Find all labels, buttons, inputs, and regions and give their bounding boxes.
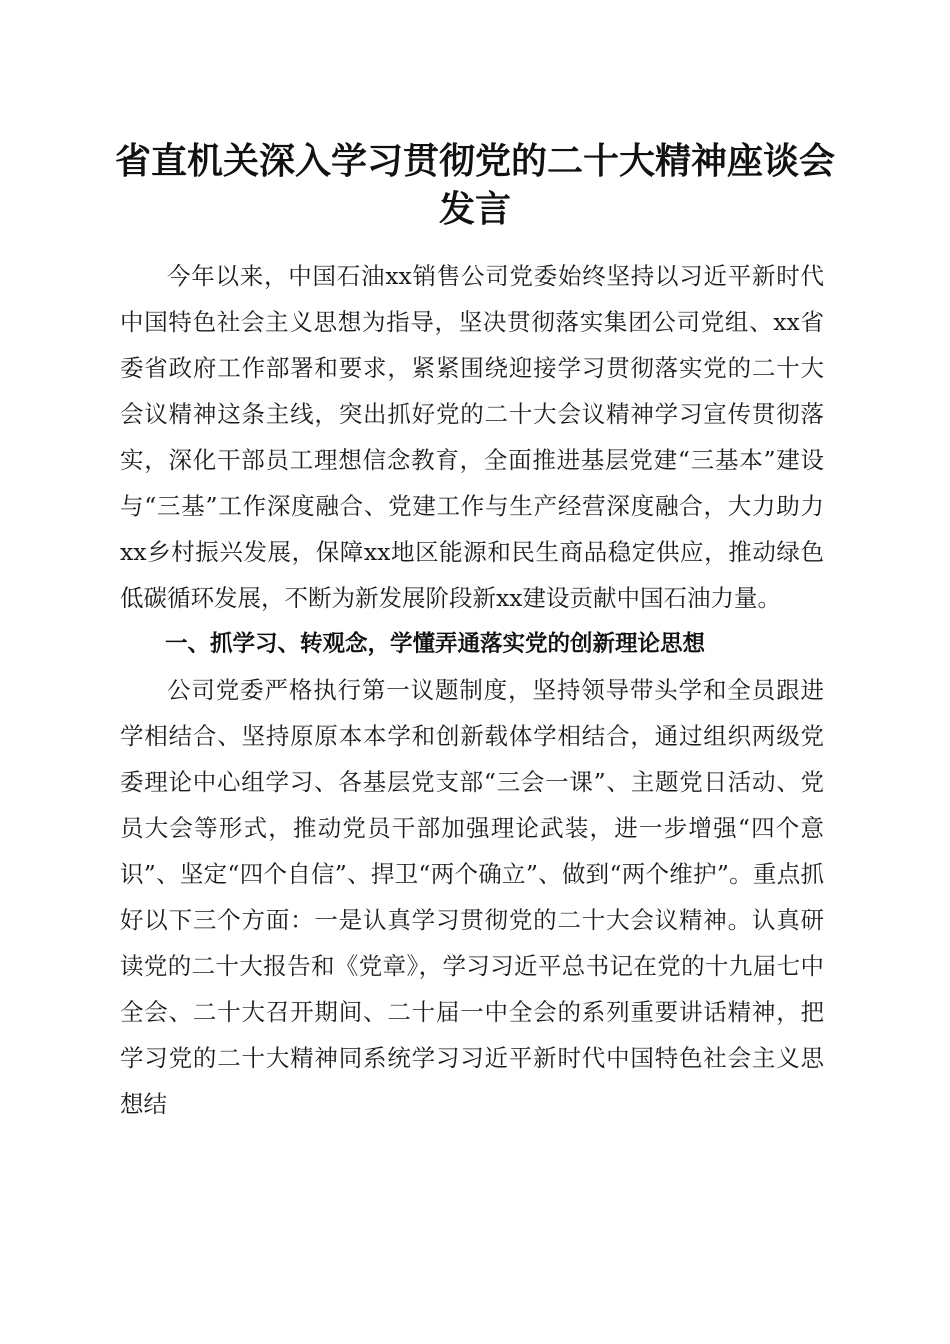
title-line-1: 省直机关深入学习贯彻党的二十大精神座谈会 (114, 141, 835, 182)
document-title (110, 138, 840, 234)
intro-paragraph: 今年以来，中国石油xx销售公司党委始终坚持以习近平新时代中国特色社会主义思想为指导，坚决贯彻落实集团公司党组、xx省委省政府工作部署和要求，紧紧围绕迎接学习贯彻落实党的二十大会议精神这条主线，突出抓好党的二十大会议精神学习宣传贯彻落实，深化干部员工理想信念教育，全面推进基层党建“三基本”建设与“三基”工作深度融合、党建工作与生产经营深度融合，大力助力xx乡村振兴发展，保障xx地区能源和民生商品稳定供应，推动绿色低碳循环发展，不断为新发展阶段新xx建设贡献中国石油力量。 (120, 262, 824, 612)
title-line-2: 发言 (438, 189, 511, 230)
document-body (120, 253, 824, 1127)
section-heading-1: 一、抓学习、转观念，学懂弄通落实党的创新理论思想 (165, 631, 706, 657)
section-1-paragraph: 公司党委严格执行第一议题制度，坚持领导带头学和全员跟进学相结合、坚持原原本本学和创新载体学相结合，通过组织两级党委理论中心组学习、各基层党支部“三会一课”、主题党日活动、党员大会等形式，推动党员干部加强理论武装，进一步增强“四个意识”、坚定“四个自信”、捍卫“两个确立”、做到“两个维护”。重点抓好以下三个方面：一是认真学习贯彻党的二十大会议精神。认真研读党的二十大报告和《党章》，学习习近平总书记在党的十九届七中全会、二十大召开期间、二十届一中全会的系列重要讲话精神，把学习党的二十大精神同系统学习习近平新时代中国特色社会主义思想结 (120, 676, 824, 1118)
